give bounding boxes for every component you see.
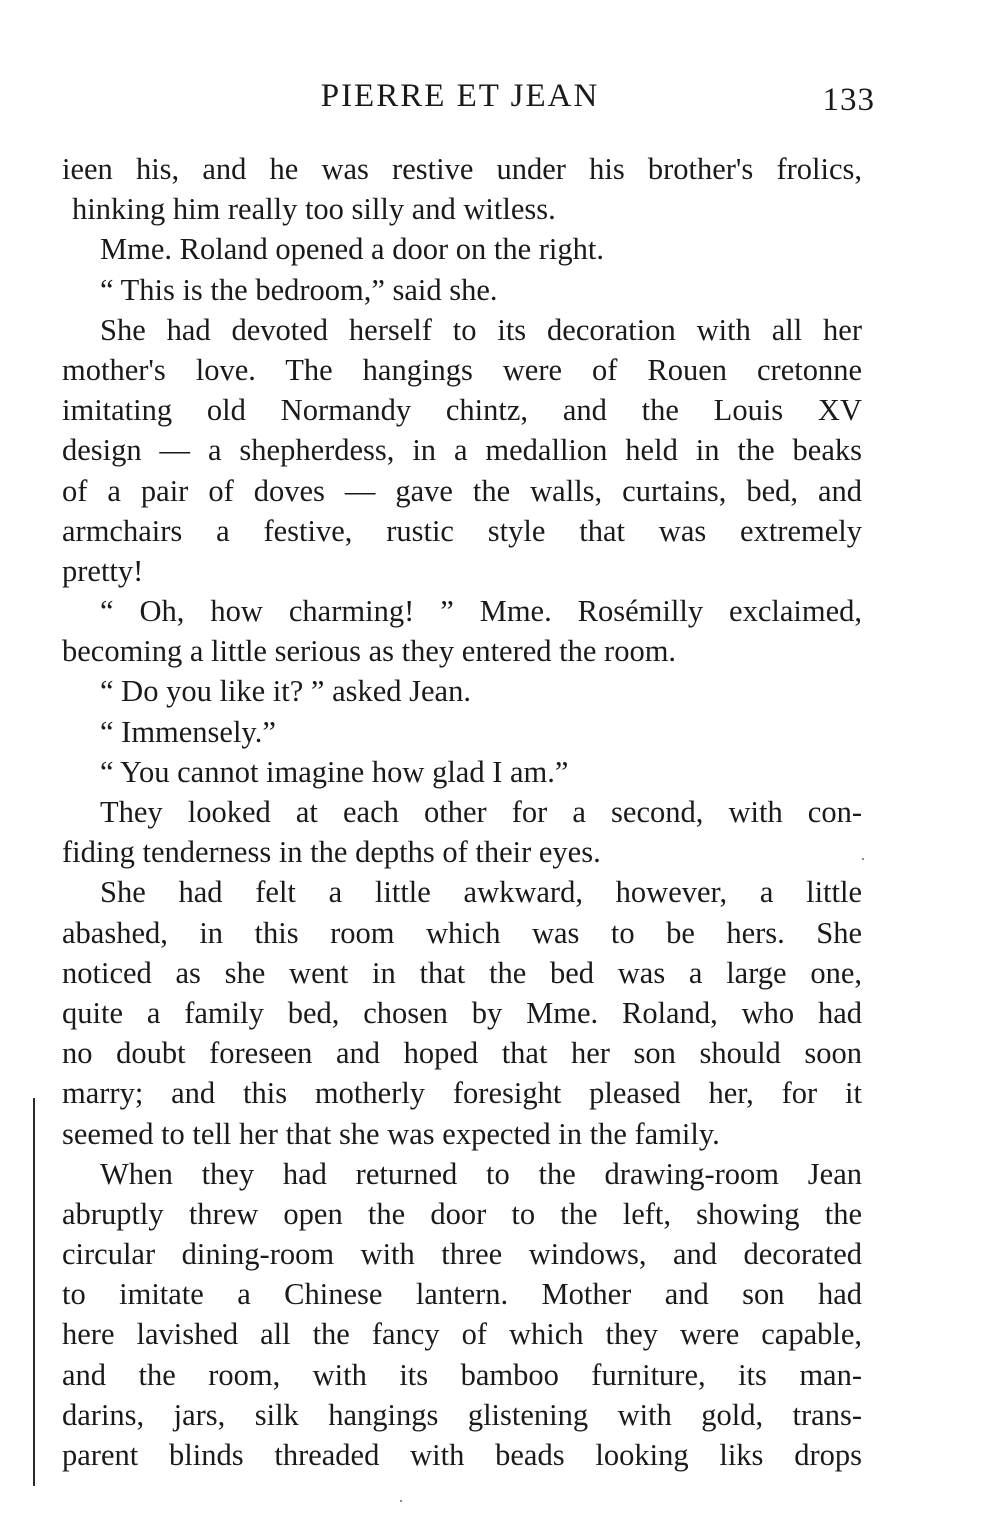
text-line: noticed as she went in that the bed was a large one, <box>62 955 862 990</box>
text-line: circular dining-room with three windows, and decorated <box>62 1237 862 1272</box>
text-line: marry; and this motherly foresight pleased her, for it <box>62 1076 862 1111</box>
text-line: darins, jars, silk hangings glistening with gold, trans- <box>62 1397 862 1432</box>
text-line: They looked at each other for a second, with con- <box>100 795 862 829</box>
text-line: seemed to tell her that she was expected in the family. <box>62 1116 720 1151</box>
text-line: to imitate a Chinese lantern. Mother and son had <box>62 1277 862 1312</box>
text-line: of a pair of doves — gave the walls, curtains, bed, and <box>62 473 862 508</box>
text-line: abruptly threw open the door to the left, showing the <box>62 1196 862 1231</box>
text-line: and the room, with its bamboo furniture, its man- <box>62 1357 862 1392</box>
text-line: hinking him really too silly and witless. <box>72 192 556 227</box>
text-line: becoming a little serious as they entered the room. <box>62 634 677 669</box>
text-line: fiding tenderness in the depths of their eyes. <box>62 835 601 870</box>
text-line: pretty! <box>62 553 144 588</box>
text-line: no doubt foreseen and hoped that her son should soon <box>62 1036 862 1071</box>
running-title: PIERRE ET JEAN <box>320 78 600 114</box>
text-line: here lavished all the fancy of which they were capable, <box>62 1317 862 1352</box>
scan-speck <box>400 1500 402 1502</box>
text-line: mother's love. The hangings were of Rouen cretonne <box>62 352 862 387</box>
text-line: ieen his, and he was restive under his brother's frolics, <box>62 152 862 186</box>
text-line: abashed, in this room which was to be hers. She <box>62 915 862 950</box>
page-number: 133 <box>822 82 875 118</box>
text-line: imitating old Normandy chintz, and the Louis XV <box>62 393 862 428</box>
text-line: quite a family bed, chosen by Mme. Roland, who had <box>62 995 862 1030</box>
text-line: parent blinds threaded with beads looking liks drops <box>62 1438 862 1472</box>
text-line: armchairs a festive, rustic style that was extremely <box>62 513 862 548</box>
text-line: “ Oh, how charming! ” Mme. Rosémilly exclaimed, <box>100 594 862 629</box>
text-line: Mme. Roland opened a door on the right. <box>100 232 604 267</box>
body-text <box>62 149 862 1475</box>
margin-rule <box>33 1098 35 1486</box>
text-line: When they had returned to the drawing-room Jean <box>100 1156 862 1191</box>
text-line: She had devoted herself to its decoration with all her <box>100 312 862 347</box>
text-line: “ Do you like it? ” asked Jean. <box>100 674 471 709</box>
text-line: She had felt a little awkward, however, a little <box>100 875 862 910</box>
text-line: “ This is the bedroom,” said she. <box>100 272 498 307</box>
scan-speck <box>862 858 864 860</box>
text-line: design — a shepherdess, in a medallion held in the beaks <box>62 433 862 468</box>
text-line: “ Immensely.” <box>100 714 276 749</box>
page-header <box>0 78 1000 122</box>
text-line: “ You cannot imagine how glad I am.” <box>100 754 569 789</box>
